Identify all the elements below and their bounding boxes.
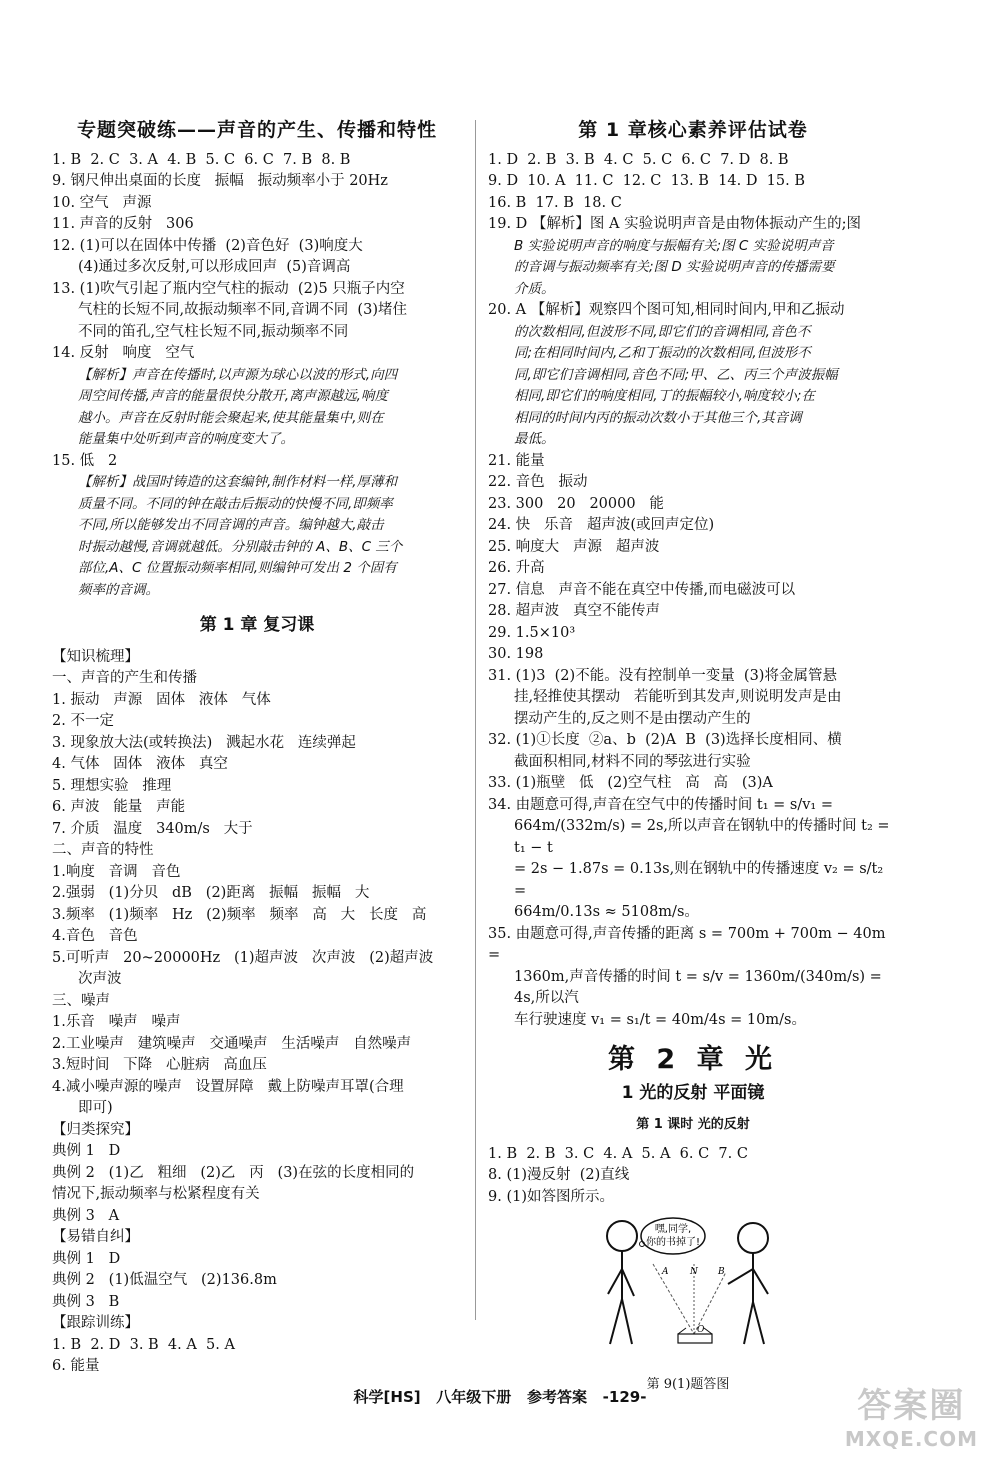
answer-line: 同;在相同时间内,乙和丁振动的次数相同,但波形不 — [514, 345, 811, 361]
answer-line: 27. 信息 声音不能在真空中传播,而电磁波可以 — [488, 581, 796, 598]
answer-line: 车行驶速度 v₁ = s₁/t = 40m/4s = 10m/s。 — [514, 1011, 806, 1028]
answer-line: 664m/0.13s ≈ 5108m/s。 — [514, 904, 699, 920]
answer-line: 9. D 10. A 11. C 12. C 13. B 14. D 15. B — [488, 173, 805, 189]
answer-line: 即可) — [78, 1100, 113, 1116]
answer-line: 1. 振动 声源 固体 液体 气体 — [52, 691, 271, 708]
answer-line: 时振动越慢,音调就越低。分别敲击钟的 A、B、C 三个 — [78, 538, 403, 555]
answer-line: 1.乐音 噪声 噪声 — [52, 1014, 181, 1030]
answer-line: 24. 快 乐音 超声波(或回声定位) — [488, 517, 715, 533]
answer-line: 26. 升高 — [488, 560, 545, 576]
answer-line: 14. 反射 响度 空气 — [52, 345, 195, 361]
answer-line: 典例 3 B — [52, 1293, 120, 1310]
answer-line: 5. 理想实验 推理 — [52, 777, 172, 794]
answer-line: 35. 由题意可得,声音传播的距离 s = 700m + 700m − 40m = — [488, 925, 891, 963]
answer-line: 质量不同。不同的钟在敲击后振动的快慢不同,即频率 — [78, 495, 393, 512]
answer-line: 典例 1 D — [52, 1143, 121, 1159]
answer-line: 22. 音色 振动 — [488, 474, 588, 490]
answer-line: 664m/(332m/s) = 2s,所以声音在钢轨中的传播时间 t₂ = t₁ − t — [514, 818, 895, 856]
answer-line: 29. 1.5×10³ — [488, 624, 576, 641]
section-title: 1 光的反射 平面镜 — [621, 1082, 765, 1103]
answer-line: 【知识梳理】 — [52, 648, 139, 665]
answer-line: 3. 现象放大法(或转换法) 溅起水花 连续弹起 — [52, 734, 356, 751]
watermark-url: MXQE.COM — [844, 1427, 978, 1451]
footer-subject: 科学[HS] — [353, 1388, 421, 1406]
answer-line: 15. 低 2 — [52, 452, 118, 469]
answer-line: 21. 能量 — [488, 452, 545, 469]
answer-line: 不同,所以能够发出不同音调的声音。编钟越大,敲击 — [78, 517, 384, 533]
answer-line: 1. D 2. B 3. B 4. C 5. C 6. C 7. D 8. B — [488, 151, 789, 168]
speech-line-2: 你的书掉了! — [645, 1237, 701, 1248]
review-title: 第 1 章 复习课 — [199, 615, 315, 635]
answer-line: 1.响度 音调 音色 — [52, 863, 181, 880]
answer-line: = 2s − 1.87s = 0.13s,则在钢轨中的传播速度 v₂ = s/t₂ = — [514, 861, 888, 899]
column-divider — [475, 120, 476, 1320]
answer-line: 相同的时间内丙的振动次数小于其他三个,其音调 — [514, 409, 802, 426]
answer-line: 20. A 【解析】观察四个图可知,相同时间内,甲和乙振动 — [488, 302, 845, 318]
answer-line: 的音调与振动频率有关;图 D 实验说明声音的传播需要 — [514, 259, 835, 275]
answer-line: 33. (1)瓶壁 低 (2)空气柱 高 高 (3)A — [488, 775, 773, 791]
lesson-answers — [488, 1144, 898, 1209]
answer-line: (4)通过多次反射,可以形成回声 (5)音调高 — [78, 259, 351, 275]
answer-line: 28. 超声波 真空不能传声 — [488, 603, 660, 619]
answer-line: 能量集中处听到声音的响度变大了。 — [78, 431, 294, 447]
answer-line: 1360m,声音传播的时间 t = s/v = 1360m/(340m/s) = 4s,所以汽 — [514, 968, 887, 1006]
section-title-special-practice: 专题突破练——声音的产生、传播和特性 — [76, 119, 437, 141]
answer-figure — [598, 1214, 778, 1395]
answer-line: 频率的音调。 — [78, 581, 159, 598]
page-number: -129- — [602, 1388, 647, 1406]
chapter-title: 第 2 章 光 — [608, 1044, 778, 1075]
answer-line: 9. 钢尺伸出桌面的长度 振幅 振动频率小于 20Hz — [52, 173, 388, 189]
answer-line: 1. B 2. D 3. B 4. A 5. A — [52, 1336, 235, 1353]
answer-line: 1. B 2. C 3. A 4. B 5. C 6. C 7. B 8. B — [52, 151, 351, 168]
answer-line: 三、噪声 — [52, 992, 110, 1009]
answer-line: 气柱的长短不同,故振动频率不同,音调不同 (3)堵住 — [78, 302, 407, 318]
answer-line: 部位,A、C 位置振动频率相同,则编钟可发出 2 个固有 — [78, 560, 397, 576]
answer-line: 8. (1)漫反射 (2)直线 — [488, 1167, 630, 1183]
answer-line: 【解析】战国时铸造的这套编钟,制作材料一样,厚薄和 — [78, 474, 398, 490]
answer-line: 25. 响度大 声源 超声波 — [488, 538, 660, 555]
answer-line: 情况下,振动频率与松紧程度有关 — [52, 1186, 260, 1202]
answer-line: 相同,即它们的响度相同,丁的振幅较小,响度较小;在 — [514, 388, 815, 404]
answer-line: 【归类探究】 — [52, 1121, 139, 1138]
footer-grade: 八年级下册 — [436, 1388, 512, 1406]
answer-line: 12. (1)可以在固体中传播 (2)音色好 (3)响度大 — [52, 237, 363, 254]
answer-line: 6. 能量 — [52, 1358, 100, 1374]
right-person-head — [738, 1223, 768, 1253]
answer-line: 16. B 17. B 18. C — [488, 194, 622, 211]
answer-line: 19. D 【解析】图 A 实验说明声音是由物体振动产生的;图 — [488, 216, 861, 232]
speech-line-1: 嘿,同学, — [654, 1224, 692, 1235]
special-practice-answers — [52, 150, 462, 602]
lesson-title: 第 1 课时 光的反射 — [636, 1117, 750, 1132]
answer-line: 典例 2 (1)低温空气 (2)136.8m — [52, 1272, 277, 1288]
answer-line: 3.频率 (1)频率 Hz (2)频率 频率 高 大 长度 高 — [52, 906, 427, 923]
watermark-logo: 答案圈 — [857, 1386, 966, 1426]
answer-line: 32. (1)①长度 ②a、b (2)A B (3)选择长度相同、横 — [488, 732, 842, 748]
answer-line: 【解析】声音在传播时,以声源为球心以波的形式,向四 — [78, 366, 398, 383]
book-shape — [678, 1334, 712, 1343]
answer-line: 典例 3 A — [52, 1207, 120, 1224]
answer-line: 典例 1 D — [52, 1250, 121, 1267]
answer-line: 一、声音的产生和传播 — [52, 670, 197, 686]
assessment-answers — [488, 150, 898, 1032]
ray-label-b: B — [718, 1267, 725, 1277]
answer-line: 9. (1)如答图所示。 — [488, 1188, 614, 1205]
answer-line: 34. 由题意可得,声音在空气中的传播时间 t₁ = s/v₁ = — [488, 796, 833, 813]
answer-line: 【易错自纠】 — [52, 1229, 139, 1245]
ray-label-n: N — [690, 1267, 698, 1277]
footer-section: 参考答案 — [526, 1388, 587, 1406]
answer-line: B 实验说明声音的响度与振幅有关;图 C 实验说明声音 — [514, 237, 834, 254]
answer-line: 摆动产生的,反之则不是由摆动产生的 — [514, 710, 751, 727]
assessment-title: 第 1 章核心素养评估试卷 — [578, 119, 808, 141]
answer-line: 6. 声波 能量 声能 — [52, 799, 186, 815]
answer-line: 7. 介质 温度 340m/s 大于 — [52, 820, 253, 837]
right-column — [488, 118, 898, 1395]
answer-line: 典例 2 (1)乙 粗细 (2)乙 丙 (3)在弦的长度相同的 — [52, 1164, 415, 1181]
answer-line: 23. 300 20 20000 能 — [488, 495, 664, 512]
answer-line: 2.工业噪声 建筑噪声 交通噪声 生活噪声 自然噪声 — [52, 1035, 412, 1052]
answer-line: 2.强弱 (1)分贝 dB (2)距离 振幅 振幅 大 — [52, 885, 370, 901]
answer-line: 越小。声音在反射时能会聚起来,使其能量集中,则在 — [78, 409, 384, 426]
answer-line: 2. 不一定 — [52, 713, 114, 729]
answer-line: 次声波 — [78, 971, 122, 987]
answer-line: 1. B 2. B 3. C 4. A 5. A 6. C 7. C — [488, 1145, 748, 1162]
answer-line: 10. 空气 声源 — [52, 194, 152, 211]
answer-line: 4. 气体 固体 液体 真空 — [52, 756, 228, 772]
answer-line: 截面积相同,材料不同的琴弦进行实验 — [514, 753, 751, 770]
point-label-o: O — [697, 1325, 705, 1335]
answer-line: 4.减小噪声源的噪声 设置屏障 戴上防噪声耳罩(合理 — [52, 1078, 404, 1095]
answer-line: 13. (1)吹气引起了瓶内空气柱的振动 (2)5 只瓶子内空 — [52, 280, 405, 297]
answer-line: 31. (1)3 (2)不能。没有控制单一变量 (3)将金属管悬 — [488, 667, 837, 684]
answer-line: 最低。 — [514, 431, 555, 447]
answer-line: 周空间传播,声音的能量很快分散开,离声源越远,响度 — [78, 388, 388, 404]
answer-line: 二、声音的特性 — [52, 842, 154, 858]
answer-line: 的次数相同,但波形不同,即它们的音调相同,音色不 — [514, 323, 811, 340]
answer-line: 5.可听声 20~20000Hz (1)超声波 次声波 (2)超声波 — [52, 949, 434, 966]
review-answers — [52, 647, 462, 1378]
stick-figure-illustration — [598, 1214, 778, 1364]
ray-label-a: A — [662, 1267, 669, 1277]
answer-line: 3.短时间 下降 心脏病 高血压 — [52, 1057, 267, 1073]
answer-line: 【跟踪训练】 — [52, 1315, 139, 1331]
answer-line: 30. 198 — [488, 646, 544, 662]
watermark — [845, 1378, 978, 1451]
left-column — [52, 118, 462, 1378]
answer-line: 挂,轻推使其摆动 若能听到其发声,则说明发声是由 — [514, 689, 842, 705]
left-person-head — [607, 1221, 637, 1251]
answer-line: 不同的笛孔,空气柱长短不同,振动频率不同 — [78, 323, 349, 340]
answer-line: 介质。 — [514, 280, 555, 297]
answer-line: 同,即它们音调相同,音色不同;甲、乙、丙三个声波振幅 — [514, 366, 838, 383]
figure-caption: 第 9(1)题答图 — [646, 1376, 730, 1392]
answer-line: 11. 声音的反射 306 — [52, 216, 194, 232]
answer-line: 4.音色 音色 — [52, 928, 138, 944]
